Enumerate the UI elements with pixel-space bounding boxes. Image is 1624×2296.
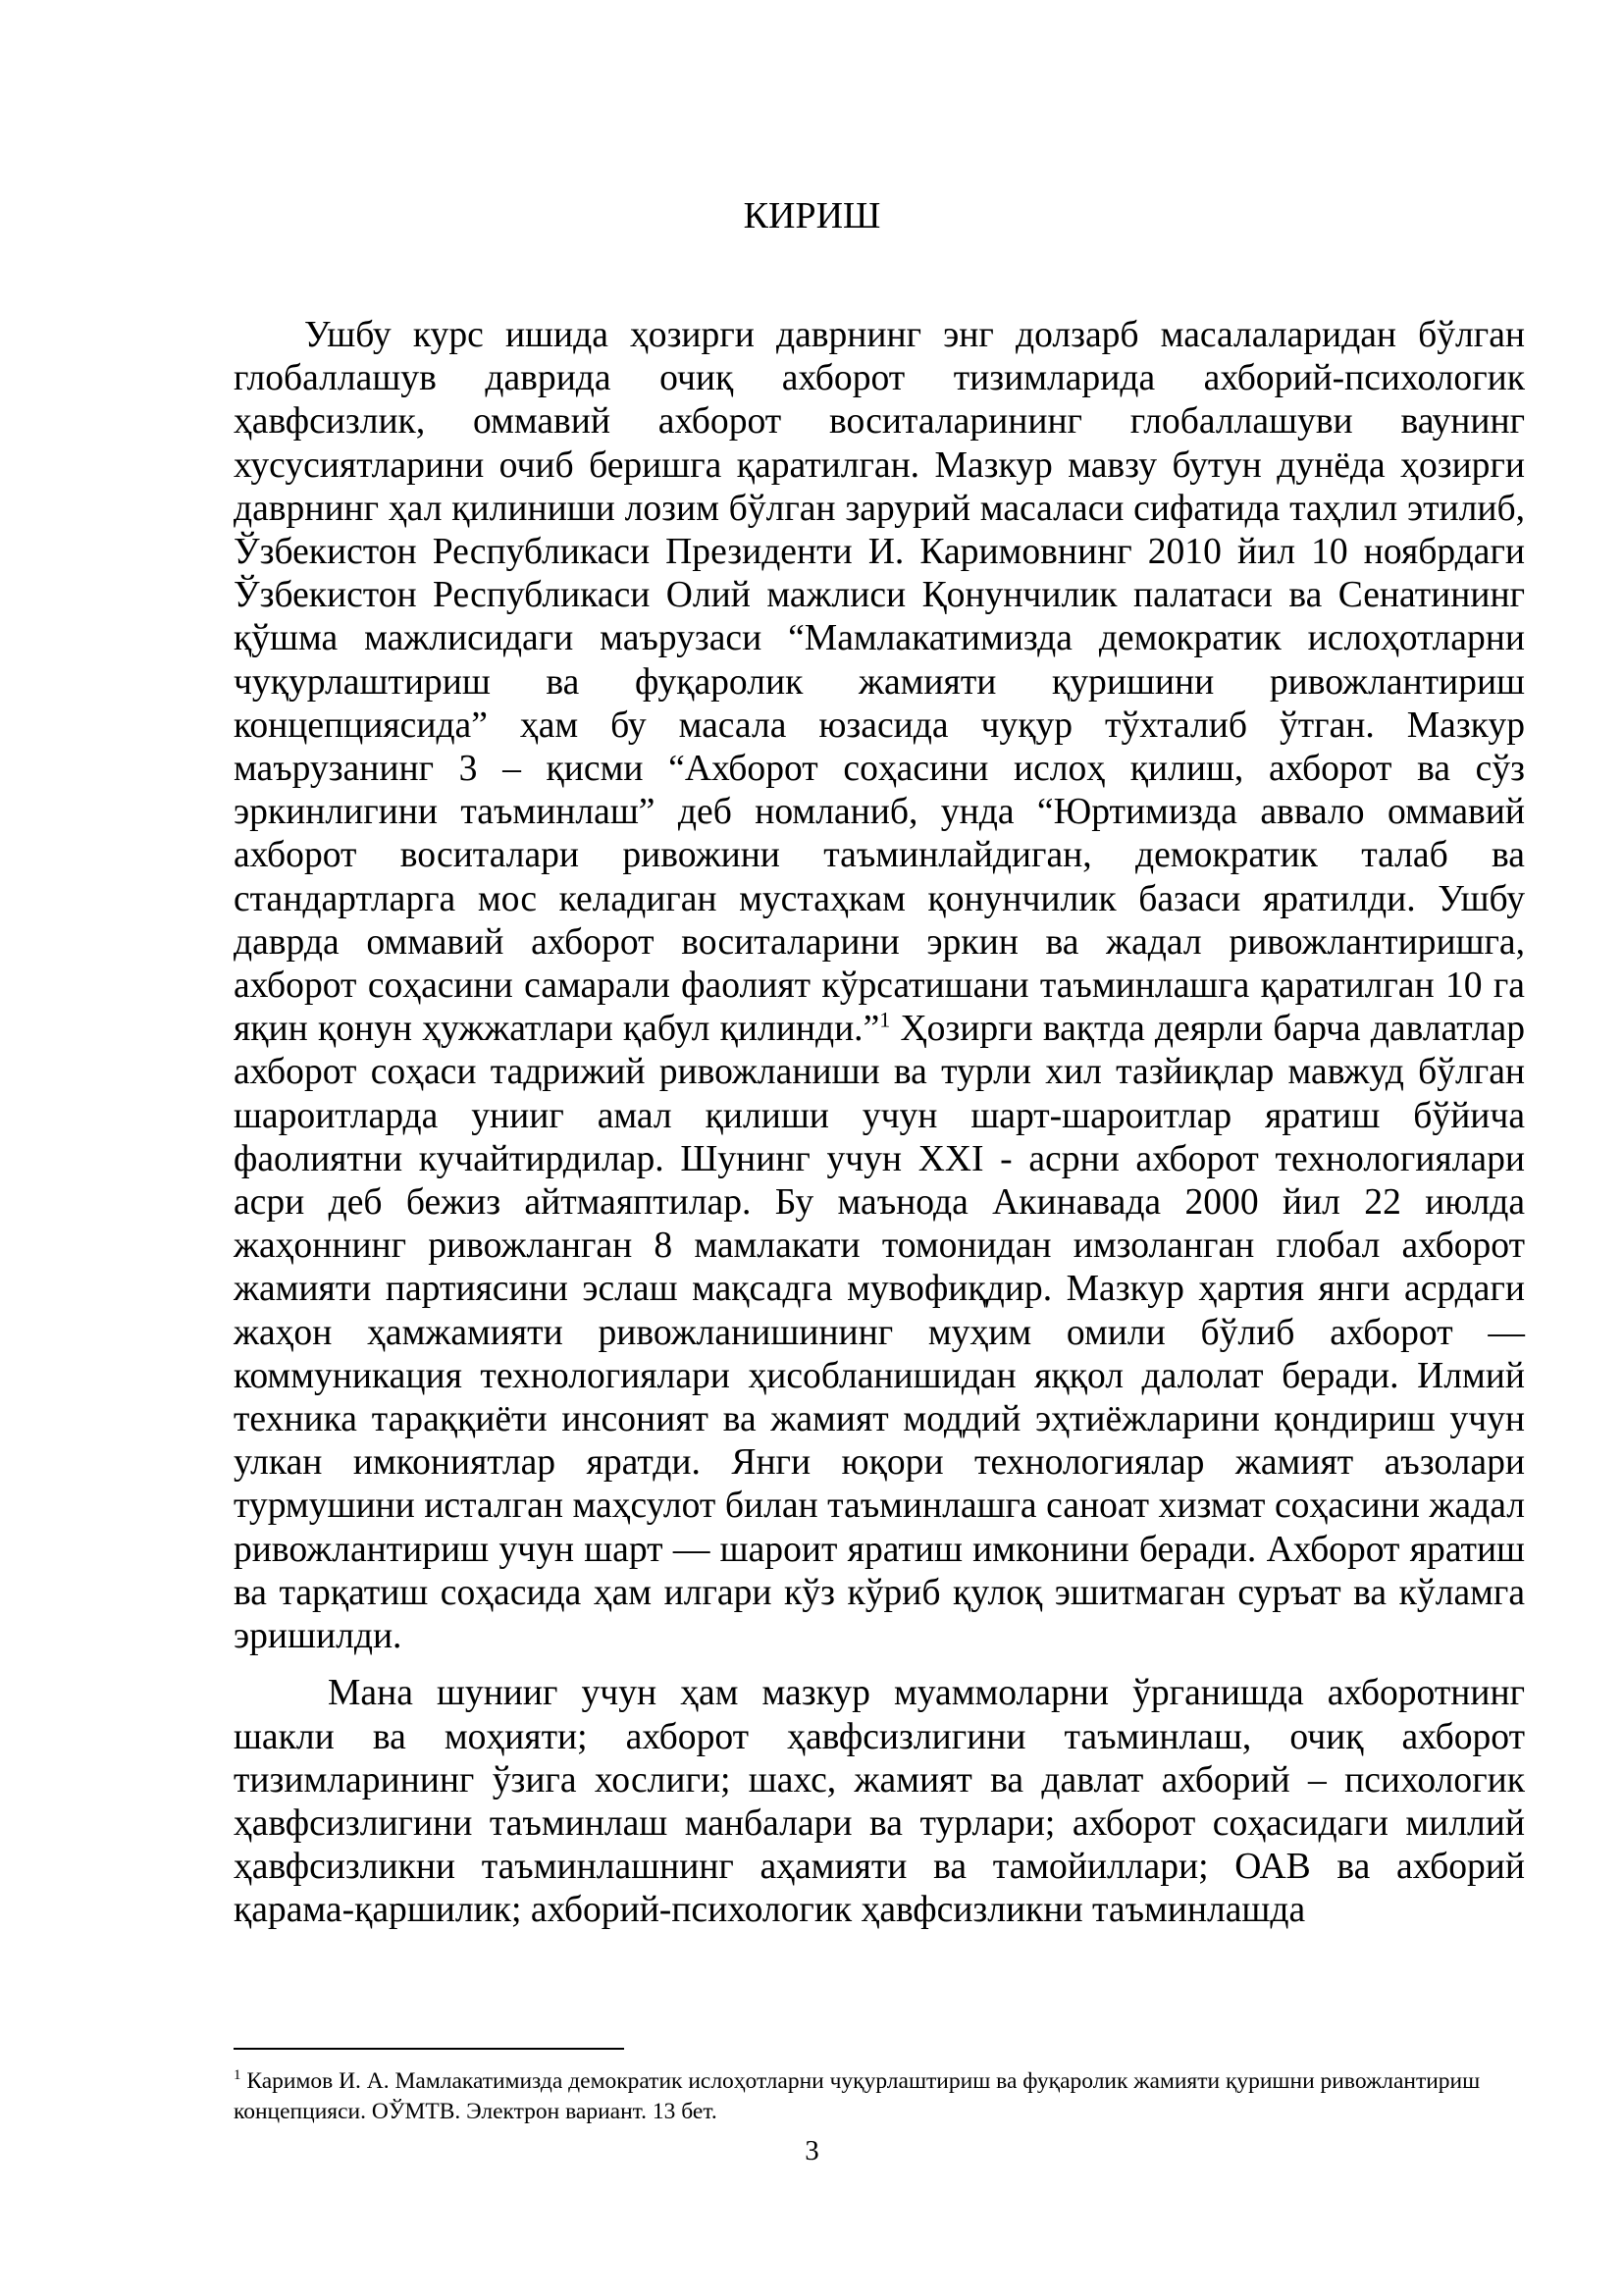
paragraph-1: [234, 314, 1525, 1658]
paragraph-1-text-a: Ушбу курс ишида ҳозирги даврнинг энг долзарб масалаларидан бўлган глобаллашув даврида очиқ ахборот тизимларида ахборий-психологик ҳавфсизлик, оммавий ахборот воситаларининг глобаллашуви ваунинг хусусиятларини очиб беришга қаратилган. Мазкур мавзу бутун дунёда ҳозирги даврнинг ҳал қилиниши лозим бўлган зарурий масаласи сифатида таҳлил этилиб, Ўзбекистон Республикаси Президенти И. Каримовнинг 2010 йил 10 ноябрдаги Ўзбекистон Республикаси Олий мажлиси Қонунчилик палатаси ва Сенатининг қўшма мажлисидаги маърузаси “Мамлакатимизда демократик ислоҳотларни чуқурлаштириш ва фуқаролик жамияти қуришини ривожлантириш концепциясида” ҳам бу масала юзасида чуқур тўхталиб ўтган. Мазкур маърузанинг 3 – қисми “Ахборот соҳасини ислоҳ қилиш, ахборот ва сўз эркинлигини таъминлаш” деб номланиб, унда “Юртимизда аввало оммавий ахборот воситалари ривожини таъминлайдиган, демократик талаб ва стандартларга мос келадиган мустаҳкам қонунчилик базаси яратилди. Ушбу даврда оммавий ахборот воситаларини эркин ва жадал ривожлантиришга, ахборот соҳасини самарали фаолият кўрсатишани таъминлашга қаратилган 10 га яқин қонун ҳужжатлари қабул қилинди.”: [234, 315, 1525, 1050]
paragraph-2: Мана шунииг учун ҳам мазкур муаммоларни ўрганишда ахборотнинг шакли ва моҳияти; ахборот ҳавфсизлигини таъминлаш, очиқ ахборот тизимларининг ўзига хослиги; шахс, жамият ва давлат ахборий – психологик ҳавфсизлигини таъминлаш манбалари ва турлари; ахборот соҳасидаги миллий ҳавфсизликни таъминлашнинг аҳамияти ва тамойиллари; ОАВ ва ахборий қарама-қаршилик; ахборий-психологик ҳавфсизликни таъминлашда: [234, 1673, 1525, 1931]
footnote-text: Каримов И. А. Мамлакатимизда демократик ислоҳотларни чуқурлаштириш ва фуқаролик жамияти қуришни ривожлантириш концепцияси. ОЎМТВ. Электрон вариант. 13 бет.: [234, 2068, 1481, 2124]
footnote-marker: 1: [234, 2067, 241, 2084]
page-title: КИРИШ: [743, 195, 881, 236]
paragraph-1-text-b: Ҳозирги вақтда деярли барча давлатлар ахборот соҳаси тадрижий ривожланиши ва турли хил тазйиқлар мавжуд бўлган шароитларда унииг амал қилиши учун шарт-шароитлар яратиш бўйича фаолиятни кучайтирдилар. Шунинг учун ХХI - асрни ахборот технологиялари асри деб бежиз айтмаяптилар. Бу маънода Акинавада 2000 йил 22 июлда жаҳоннинг ривожланган 8 мамлакати томонидан имзоланган глобал ахборот жамияти партиясини эслаш мақсадга мувофиқдир. Мазкур ҳартия янги асрдаги жаҳон ҳамжамияти ривожланишининг муҳим омили бўлиб ахборот — коммуникация технологиялари ҳисобланишидан яққол далолат беради. Илмий техника тараққиёти инсоният ва жамият моддий эҳтиёжларини қондириш учун улкан имкониятлар яратди. Янги юқори технологиялар жамият аъзолари турмушини исталган маҳсулот билан таъминлашга саноат хизмат соҳасини жадал ривожлантириш учун шарт — шароит яратиш имконини беради. Ахборот яратиш ва тарқатиш соҳасида ҳам илгари кўз кўриб қулоқ эшитмаган суръат ва кўламга эришилди.: [234, 1009, 1525, 1657]
main-text: [234, 314, 1525, 1933]
footnote-separator: [234, 2048, 624, 2050]
footnote-reference[interactable]: 1: [879, 1007, 891, 1032]
footnote: [234, 2066, 1525, 2127]
page-number: 3: [805, 2135, 819, 2166]
